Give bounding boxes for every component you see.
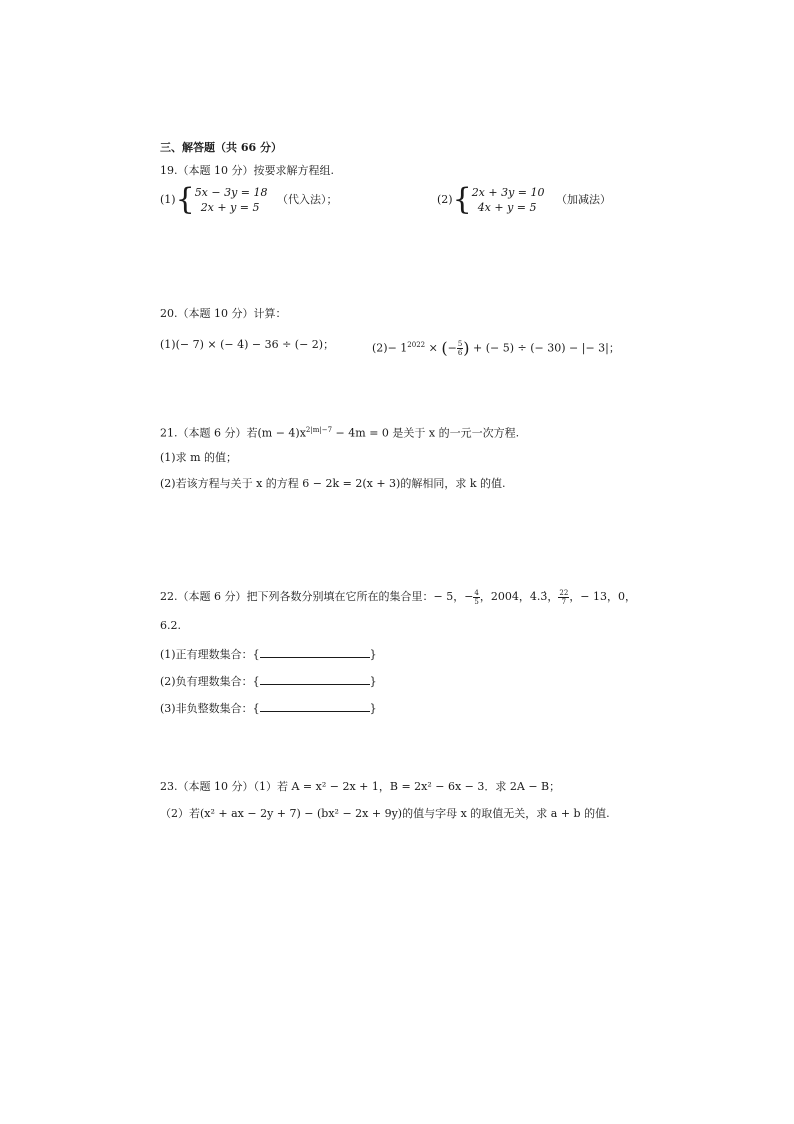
fraction-denominator: 6 — [457, 349, 463, 358]
q19-part1-method: （代入法）； — [277, 193, 338, 206]
q19-part2-eq1: 2x + 3y = 10 — [471, 186, 545, 199]
q20-part2-times: × — [425, 341, 442, 355]
q19-part2 — [437, 182, 612, 217]
q22-set-close: } — [369, 702, 377, 715]
q22-set-label: (1)正有理数集合：{ — [160, 648, 260, 661]
fraction-numerator: 4 — [474, 588, 479, 597]
paren-open: ( — [441, 338, 448, 358]
q19-part1-eq2: 2x + y = 5 — [200, 201, 260, 214]
q19-part2-system — [472, 185, 545, 215]
brace-symbol: { — [175, 182, 195, 217]
q22-stem-b: ，− 13，0， — [569, 590, 637, 603]
q20-part2-prefix: (2)− 1 — [372, 341, 408, 355]
q22-fraction-2 — [558, 589, 569, 606]
q22-stem — [160, 584, 636, 610]
answer-blank[interactable] — [260, 674, 370, 685]
q22-mid: ，2004，4.3̇， — [479, 590, 559, 603]
q22-stem-a: 22.（本题 6 分）把下列各数分别填在它所在的集合里：− 5，− — [160, 590, 474, 603]
q22-continuation: 6.2. — [160, 619, 181, 632]
q19-part1-system — [195, 185, 268, 215]
fraction-numerator: 22 — [559, 588, 569, 597]
q21-stem — [160, 423, 519, 441]
q22-set-label: (3)非负整数集合：{ — [160, 702, 260, 715]
q21-exponent: 2|m|−7 — [305, 426, 333, 434]
q19-part1-eq1: 5x − 3y = 18 — [194, 186, 268, 199]
q20-part2-suffix: + (− 5) ÷ (− 30) − |− 3|； — [469, 341, 620, 355]
q21-part1: (1)求 m 的值； — [160, 451, 238, 464]
fraction-numerator: 5 — [457, 340, 463, 349]
q19-part2-eq2: 4x + y = 5 — [477, 201, 537, 214]
fraction-denominator: 5 — [474, 597, 479, 606]
q19-part1-label: (1) — [160, 193, 176, 206]
q22-set-close: } — [369, 648, 377, 661]
q19-part2-label: (2) — [437, 193, 453, 206]
q22-set-negative-rational — [160, 674, 377, 689]
q21-stem-a: 21.（本题 6 分）若(m − 4)x — [160, 426, 306, 440]
q23-part2: （2）若(x² + ax − 2y + 7) − (bx² − 2x + 9y)的值与字母 x 的取值无关，求 a + b 的值. — [160, 807, 610, 820]
q19-part1 — [160, 182, 338, 217]
q19-part2-method: （加减法） — [556, 193, 612, 206]
q22-set-label: (2)负有理数集合：{ — [160, 675, 260, 688]
q22-set-close: } — [369, 675, 377, 688]
section-heading: 三、解答题（共 66 分） — [160, 141, 282, 154]
q20-part2-exponent: 2022 — [407, 341, 426, 349]
q22-set-nonnegative-integer — [160, 701, 377, 716]
q20-part1: (1)(− 7) × (− 4) − 36 ÷ (− 2)； — [160, 338, 335, 351]
q20-part2 — [372, 332, 620, 362]
q21-part2: (2)若该方程与关于 x 的方程 6 − 2k = 2(x + 3)的解相同，求 k 的值. — [160, 477, 506, 490]
fraction-denominator: 7 — [561, 597, 567, 606]
q20-stem: 20.（本题 10 分）计算： — [160, 307, 287, 320]
brace-symbol: { — [452, 182, 472, 217]
q19-stem: 19.（本题 10 分）按要求解方程组. — [160, 164, 334, 177]
q20-part2-neg: − — [447, 341, 457, 355]
q23-part1: 23.（本题 10 分）（1）若 A = x² − 2x + 1，B = 2x² − 6x − 3．求 2A − B； — [160, 780, 561, 793]
answer-blank[interactable] — [260, 701, 370, 712]
q21-stem-b: − 4m = 0 是关于 x 的一元一次方程. — [332, 426, 520, 440]
q22-set-positive-rational — [160, 647, 377, 662]
paren-close: ) — [463, 338, 470, 358]
answer-blank[interactable] — [260, 647, 370, 658]
